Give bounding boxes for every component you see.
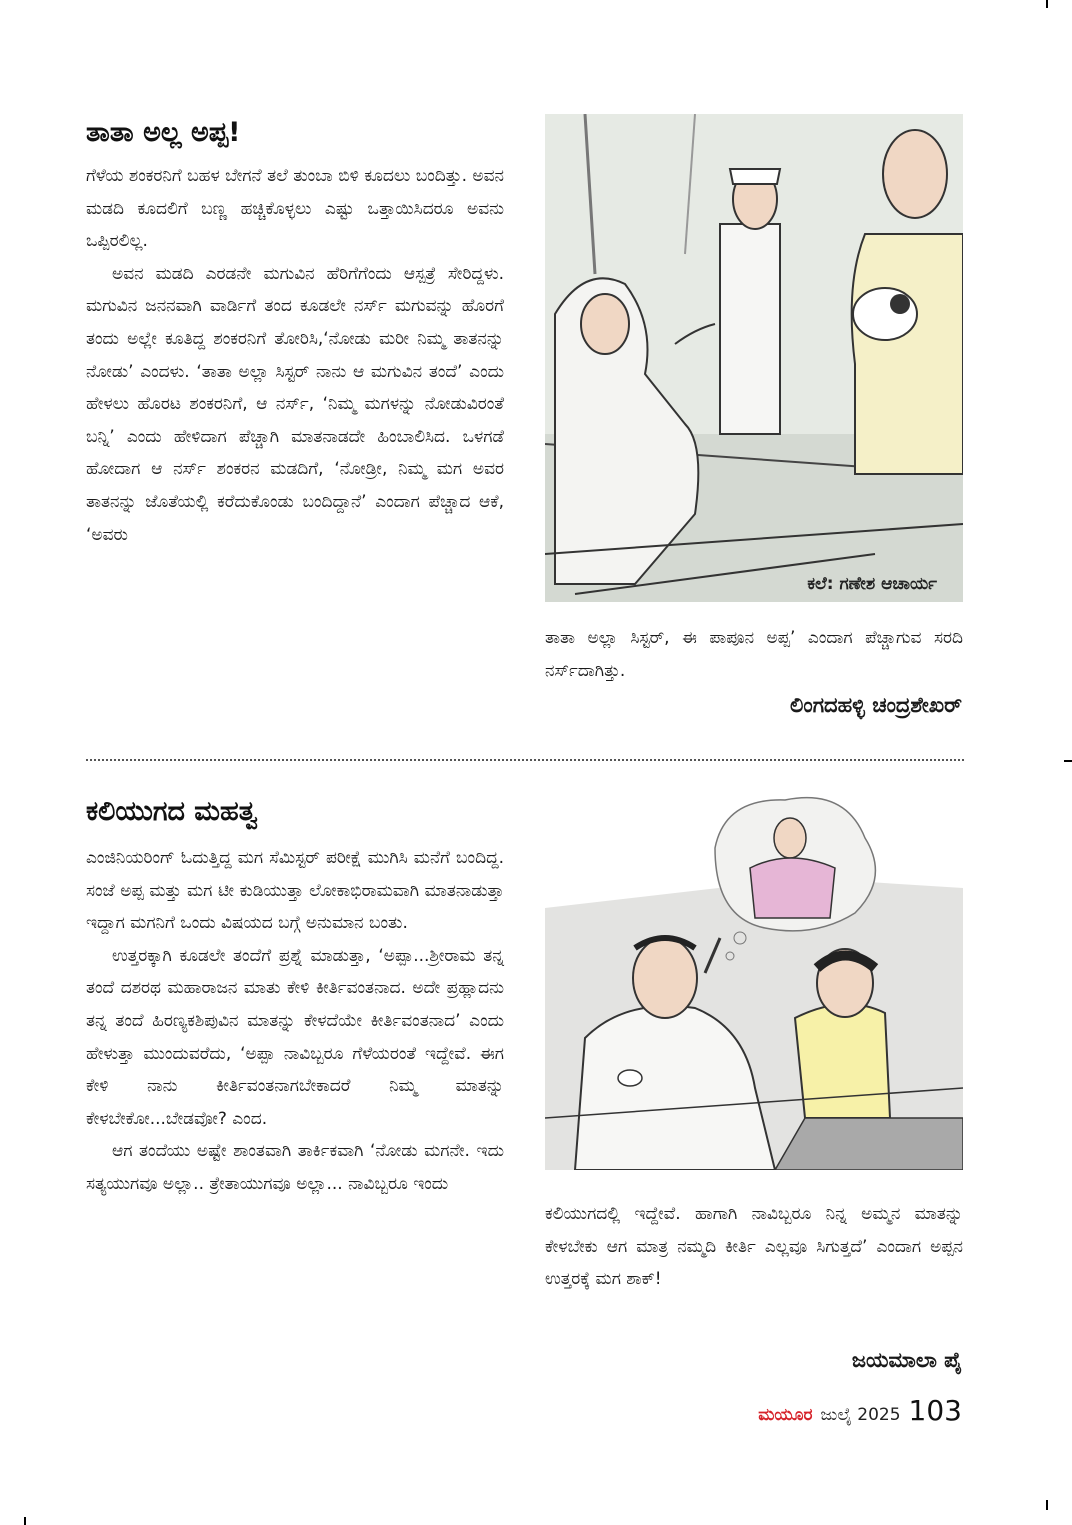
story2-illustration	[545, 788, 963, 1170]
crop-mark-bottom-left	[24, 1517, 26, 1525]
story2-right-paragraph: ಕಲಿಯುಗದಲ್ಲಿ ಇದ್ದೇವೆ. ಹಾಗಾಗಿ ನಾವಿಬ್ಬರೂ ನಿನ್ನ ಅಮ್ಮನ ಮಾತನ್ನು ಕೇಳಬೇಕು ಆಗ ಮಾತ್ರ ನಮ್ಮದಿ ಕೀರ್ತಿ ಎಲ್ಲವೂ ಸಿಗುತ್ತದೆ’ ಎಂದಾಗ ಅಪ್ಪನ ಉತ್ತರಕ್ಕೆ ಮಗ ಶಾಕ್!	[545, 1204, 963, 1290]
story2-paragraph-2: ಉತ್ತರಕ್ಕಾಗಿ ಕೂಡಲೇ ತಂದೆಗೆ ಪ್ರಶ್ನೆ ಮಾಡುತ್ತಾ, ‘ಅಪ್ಪಾ...ಶ್ರೀರಾಮ ತನ್ನ ತಂದೆ ದಶರಥ ಮಹಾರಾಜನ ಮಾತು ಕೇಳಿ ಕೀರ್ತಿವಂತನಾದ. ಅದೇ ಪ್ರಹ್ಲಾದನು ತನ್ನ ತಂದೆ ಹಿರಣ್ಯಕಶಿಪುವಿನ ಮಾತನ್ನು ಕೇಳದೆಯೇ ಕೀರ್ತಿವಂತನಾದ’ ಎಂದು ಹೇಳುತ್ತಾ ಮುಂದುವರೆದು, ‘ಅಪ್ಪಾ ನಾವಿಬ್ಬರೂ ಗೆಳೆಯರಂತೆ ಇದ್ದೇವೆ. ಈಗ ಕೇಳಿ ನಾನು ಕೀರ್ತಿವಂತನಾಗಬೇಕಾದರೆ ನಿಮ್ಮ ಮಾತನ್ನು ಕೇಳಬೇಕೋ...ಬೇಡವೋ? ಎಂದ.	[86, 945, 504, 1129]
story1-right-paragraph: ತಾತಾ ಅಲ್ಲಾ ಸಿಸ್ಟರ್, ಈ ಪಾಪೂನ ಅಪ್ಪ’ ಎಂದಾಗ ಪೆಚ್ಚಾಗುವ ಸರದಿ ನರ್ಸ್‌ದಾಗಿತ್ತು.	[545, 628, 963, 681]
story2-paragraph-1: ಎಂಜಿನಿಯರಿಂಗ್ ಓದುತ್ತಿದ್ದ ಮಗ ಸೆಮಿಸ್ಟರ್ ಪರೀಕ್ಷೆ ಮುಗಿಸಿ ಮನೆಗೆ ಬಂದಿದ್ದ. ಸಂಜೆ ಅಪ್ಪ ಮತ್ತು ಮಗ ಟೀ ಕುಡಿಯುತ್ತಾ ಲೋಕಾಭಿರಾಮವಾಗಿ ಮಾತನಾಡುತ್ತಾ ಇದ್ದಾಗ ಮಗನಿಗೆ ಒಂದು ವಿಷಯದ ಬಗ್ಗೆ ಅನುಮಾನ ಬಂತು.	[86, 848, 504, 934]
page-number: 103	[908, 1394, 962, 1427]
story1-paragraph-2: ಅವನ ಮಡದಿ ಎರಡನೇ ಮಗುವಿನ ಹೆರಿಗೆಗೆಂದು ಆಸ್ಪತ್ರೆ ಸೇರಿದ್ದಳು. ಮಗುವಿನ ಜನನವಾಗಿ ವಾರ್ಡಿಗೆ ತಂದ ಕೂಡಲೇ ನರ್ಸ್ ಮಗುವನ್ನು ಹೊರಗೆ ತಂದು ಅಲ್ಲೇ ಕೂತಿದ್ದ ಶಂಕರನಿಗೆ ತೋರಿಸಿ,‘ನೋಡು ಮರೀ ನಿಮ್ಮ ತಾತನನ್ನು ನೋಡು’ ಎಂದಳು. ‘ತಾತಾ ಅಲ್ಲಾ ಸಿಸ್ಟರ್ ನಾನು ಆ ಮಗುವಿನ ತಂದೆ’ ಎಂದು ಹೇಳಲು ಹೊರಟ ಶಂಕರನಿಗೆ, ಆ ನರ್ಸ್, ‘ನಿಮ್ಮ ಮಗಳನ್ನು ನೋಡುವಿರಂತೆ ಬನ್ನಿ’ ಎಂದು ಹೇಳಿದಾಗ ಪೆಚ್ಚಾಗಿ ಮಾತನಾಡದೇ ಹಿಂಬಾಲಿಸಿದ. ಒಳಗಡೆ ಹೋದಾಗ ಆ ನರ್ಸ್ ಶಂಕರನ ಮಡದಿಗೆ, ‘ನೋಡ್ರೀ, ನಿಮ್ಮ ಮಗ ಅವರ ತಾತನನ್ನು ಜೊತೆಯಲ್ಲಿ ಕರೆದುಕೊಂಡು ಬಂದಿದ್ದಾನೆ’ ಎಂದಾಗ ಪೆಚ್ಚಾದ ಆಕೆ, ‘ಅವರು	[86, 263, 504, 545]
crop-mark-bottom-right	[1046, 1500, 1048, 1510]
story1-author: ಲಿಂಗದಹಳ್ಳಿ ಚಂದ್ರಶೇಖರ್	[790, 693, 962, 717]
hospital-cartoon-image	[545, 114, 963, 602]
crop-mark-top-right	[1046, 0, 1048, 8]
story-divider	[86, 759, 964, 761]
magazine-logo: ಮಯೂರ	[758, 1405, 813, 1425]
illustration-credit: ಕಲೆ: ಗಣೇಶ ಆಚಾರ್ಯ	[807, 574, 937, 594]
page-footer	[758, 1394, 962, 1427]
issue-date: ಜುಲೈ 2025	[820, 1405, 901, 1425]
crop-mark-mid-right	[1064, 760, 1072, 762]
story2-paragraph-3: ಆಗ ತಂದೆಯು ಅಷ್ಟೇ ಶಾಂತವಾಗಿ ತಾರ್ಕಿಕವಾಗಿ ‘ನೋಡು ಮಗನೇ. ಇದು ಸತ್ಯಯುಗವೂ ಅಲ್ಲಾ.. ತ್ರೇತಾಯುಗವೂ ಅಲ್ಲಾ... ನಾವಿಬ್ಬರೂ ಇಂದು	[86, 1141, 504, 1194]
story2-left-column	[86, 842, 504, 1201]
story1-left-column	[86, 160, 504, 551]
story1-paragraph-1: ಗೆಳೆಯ ಶಂಕರನಿಗೆ ಬಹಳ ಬೇಗನೆ ತಲೆ ತುಂಬಾ ಬಿಳಿ ಕೂದಲು ಬಂದಿತ್ತು. ಅವನ ಮಡದಿ ಕೂದಲಿಗೆ ಬಣ್ಣ ಹಚ್ಚಿಕೊಳ್ಳಲು ಎಷ್ಟು ಒತ್ತಾಯಿಸಿದರೂ ಅವನು ಒಪ್ಪಿರಲಿಲ್ಲ.	[86, 166, 504, 252]
story2-right-column	[545, 1198, 963, 1296]
story1-title: ತಾತಾ ಅಲ್ಲ ಅಪ್ಪ!	[86, 117, 241, 148]
story2-author: ಜಯಮಾಲಾ ಪೈ	[851, 1348, 962, 1372]
story1-right-column	[545, 622, 963, 687]
father-son-cartoon-image	[545, 788, 963, 1170]
story2-title: ಕಲಿಯುಗದ ಮಹತ್ವ	[86, 796, 258, 827]
story1-illustration	[545, 114, 963, 602]
